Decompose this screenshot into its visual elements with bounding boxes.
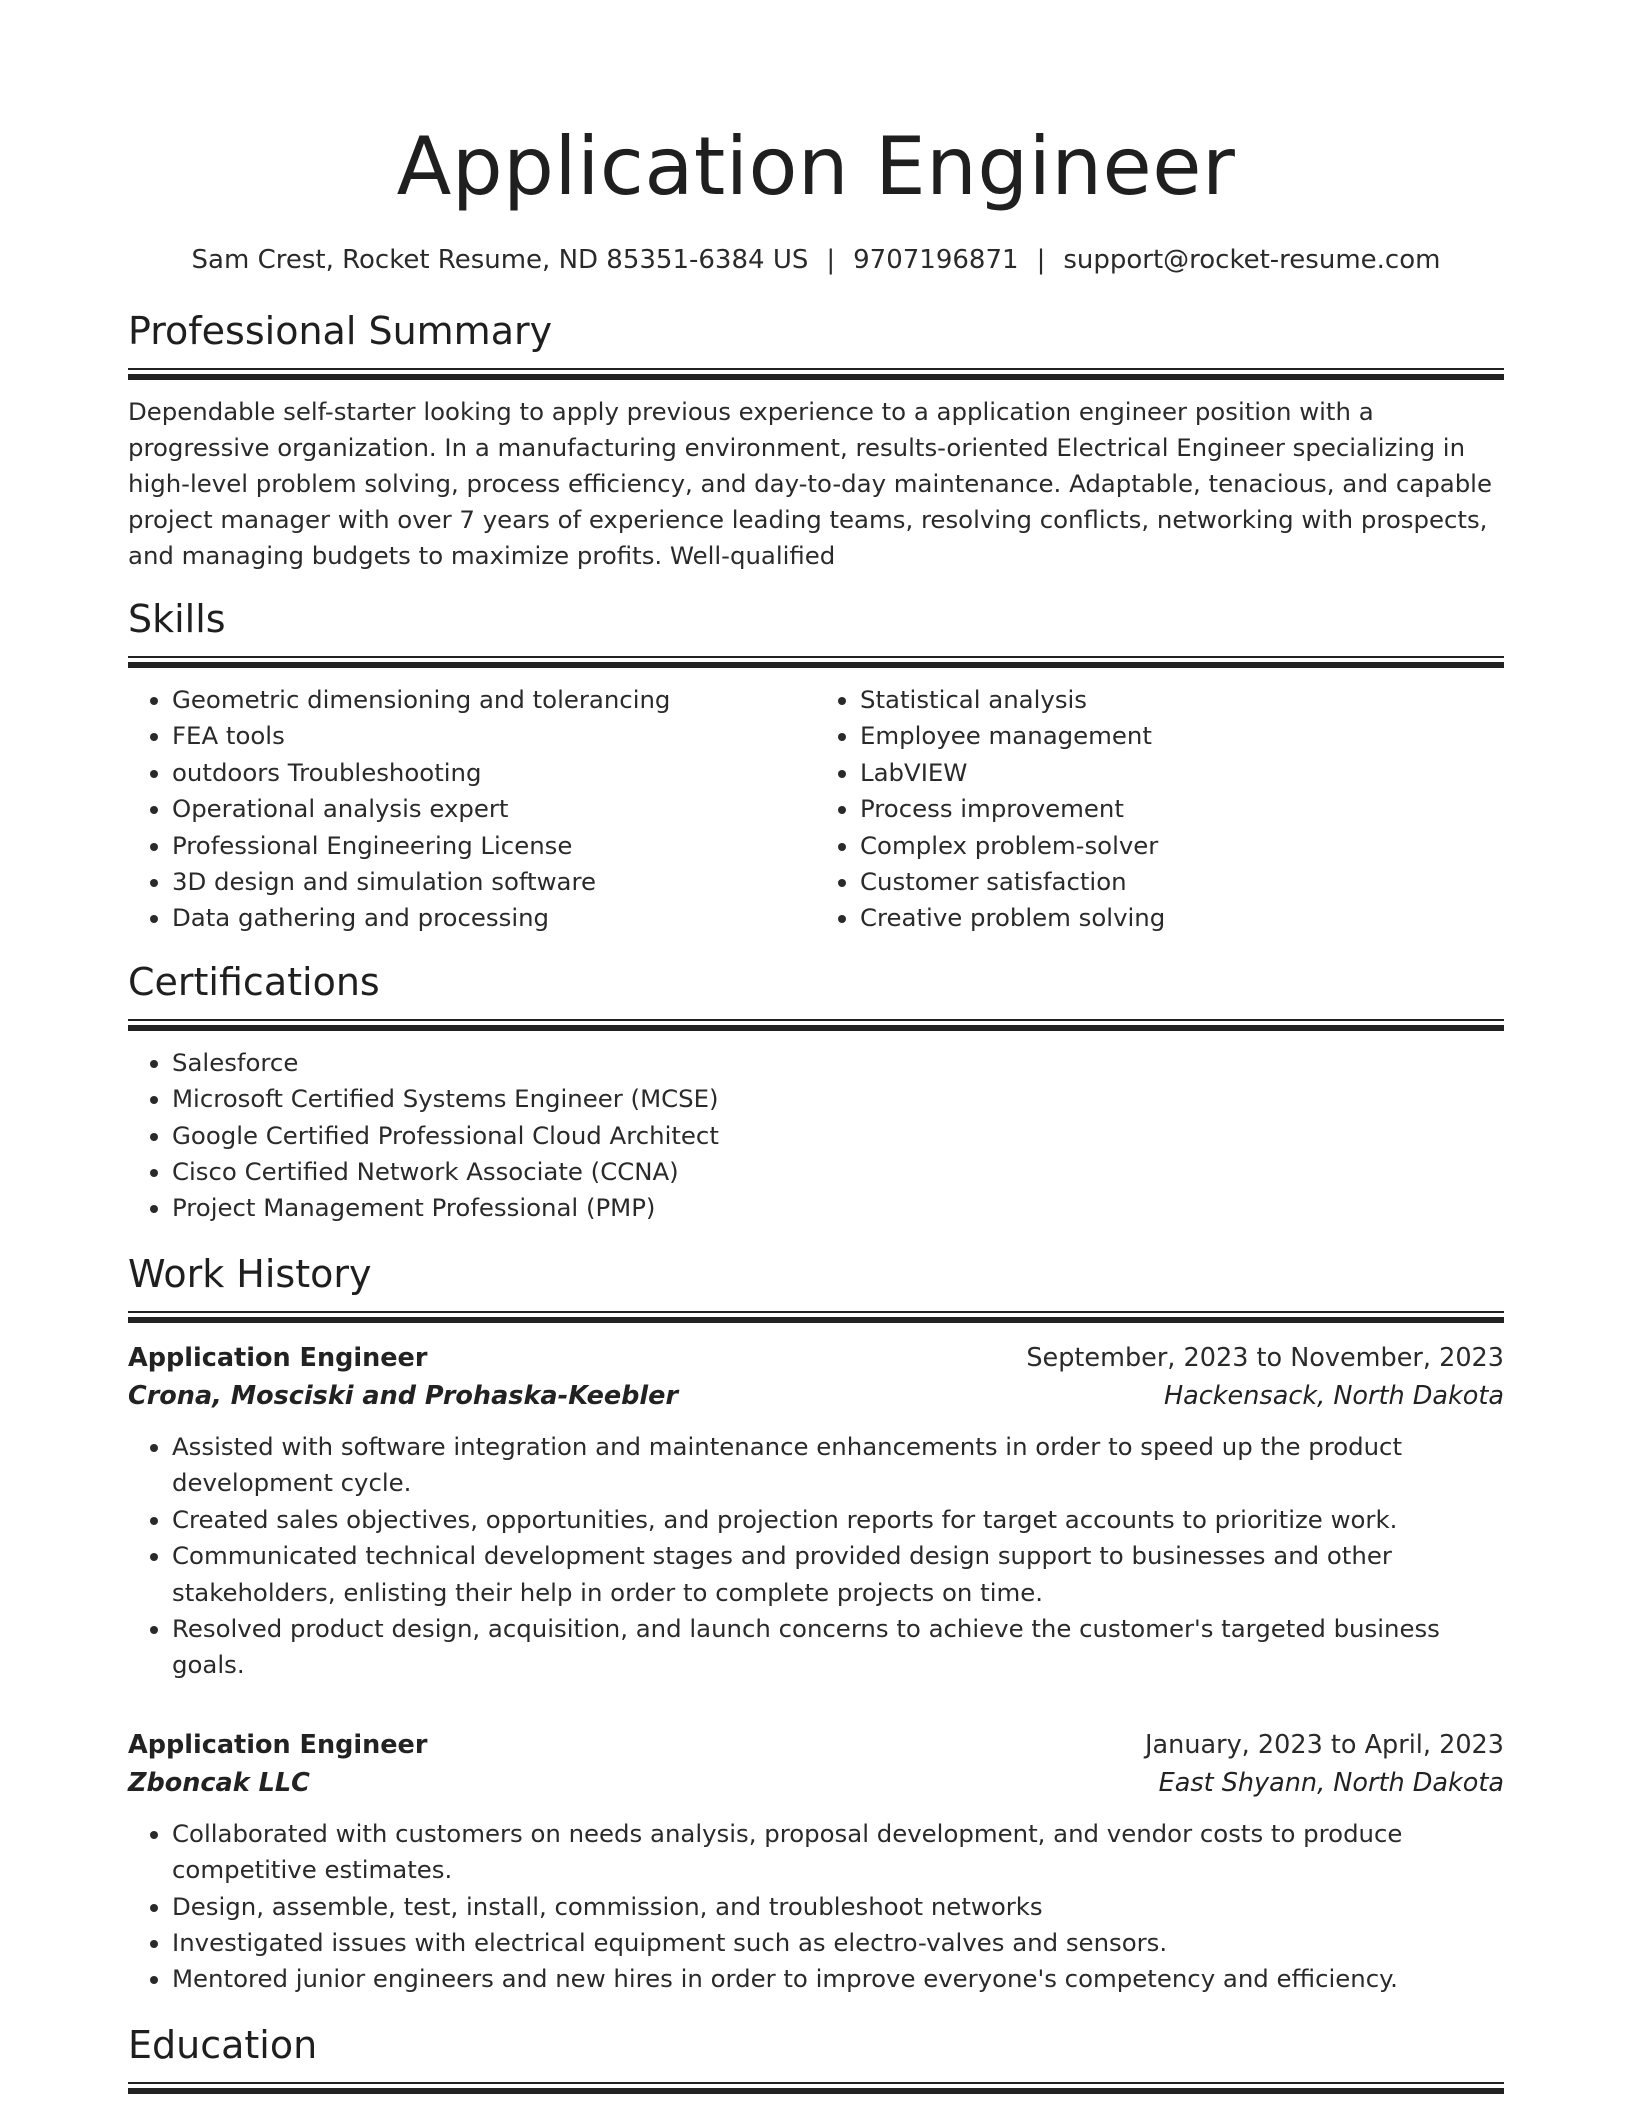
education-section (128, 2020, 1504, 2094)
job-bullet: • Created sales objectives, opportunities, and projection reports for target accounts to prioritize work. (172, 1502, 1504, 1538)
job-bullet: • Assisted with software integration and maintenance enhancements in order to speed up the product development cycle. (172, 1429, 1504, 1502)
skill-item: • Statistical analysis (860, 682, 1504, 718)
skill-item: • Data gathering and processing (172, 900, 816, 936)
skill-item: • Complex problem-solver (860, 828, 1504, 864)
skill-item: • FEA tools (172, 718, 816, 754)
job-company-row (128, 1764, 1504, 1802)
summary-section (128, 306, 1504, 574)
certification-item: • Project Management Professional (PMP) (172, 1190, 1504, 1226)
contact-separator: | (826, 245, 836, 275)
job-bullet: • Investigated issues with electrical equipment such as electro-valves and sensors. (172, 1925, 1504, 1961)
skills-heading: Skills (128, 597, 226, 641)
job-company: Zboncak LLC (128, 1767, 310, 1798)
job-entry (128, 1726, 1504, 1998)
certification-item: • Cisco Certified Network Associate (CCNA) (172, 1154, 1504, 1190)
skill-item: • Employee management (860, 718, 1504, 754)
work-history-heading: Work History (128, 1251, 372, 1296)
contact-phone: 9707196871 (853, 245, 1019, 275)
job-bullets (128, 1816, 1504, 1998)
skill-item: • Geometric dimensioning and tolerancing (172, 682, 816, 718)
job-dates: January, 2023 to April, 2023 (1145, 1729, 1504, 1760)
skill-item: • outdoors Troubleshooting (172, 755, 816, 791)
resume-title: Application Engineer (396, 120, 1236, 213)
section-divider (128, 368, 1504, 380)
job-bullet: • Collaborated with customers on needs analysis, proposal development, and vendor costs to produce competitive estimates. (172, 1816, 1504, 1889)
skills-list-left (128, 682, 816, 937)
skill-item: • LabVIEW (860, 755, 1504, 791)
job-bullet: • Design, assemble, test, install, commission, and troubleshoot networks (172, 1889, 1504, 1925)
contact-line (128, 242, 1504, 278)
skill-item: • Creative problem solving (860, 900, 1504, 936)
skills-columns (128, 682, 1504, 937)
section-divider (128, 1311, 1504, 1323)
resume-page (128, 112, 1504, 2094)
skill-item: • Process improvement (860, 791, 1504, 827)
job-title: Application Engineer (128, 1729, 428, 1760)
contact-address: Sam Crest, Rocket Resume, ND 85351-6384 US (191, 245, 809, 275)
summary-text: Dependable self-starter looking to apply previous experience to a application engineer position with a progressive organization. In a manufacturing environment, results-oriented Electrical Engineer specializing in high-level problem solving, process efficiency, and day-to-day maintenance. Adaptable, tenacious, and capable project manager with over 7 years of experience leading teams, resolving conflicts, networking with prospects, and managing budgets to maximize profits. Well-qualified (128, 397, 1492, 570)
job-bullet: • Resolved product design, acquisition, and launch concerns to achieve the customer's targeted business goals. (172, 1611, 1504, 1684)
job-title: Application Engineer (128, 1342, 428, 1373)
job-bullet: • Communicated technical development stages and provided design support to businesses and other stakeholders, enlisting their help in order to complete projects on time. (172, 1538, 1504, 1611)
job-company: Crona, Mosciski and Prohaska-Keebler (128, 1380, 679, 1411)
summary-heading: Professional Summary (128, 309, 553, 353)
job-bullet: • Mentored junior engineers and new hires in order to improve everyone's competency and efficiency. (172, 1961, 1504, 1997)
job-dates: September, 2023 to November, 2023 (1026, 1342, 1504, 1373)
work-history-section (128, 1249, 1504, 1998)
job-header-row (128, 1726, 1504, 1764)
skill-item: • Professional Engineering License (172, 828, 816, 864)
contact-separator: | (1036, 245, 1046, 275)
section-divider (128, 2082, 1504, 2094)
section-divider (128, 656, 1504, 668)
contact-email[interactable]: support@rocket-resume.com (1063, 245, 1441, 275)
section-divider (128, 1019, 1504, 1031)
skill-item: • 3D design and simulation software (172, 864, 816, 900)
skill-item: • Customer satisfaction (860, 864, 1504, 900)
certification-item: • Google Certified Professional Cloud Architect (172, 1118, 1504, 1154)
job-location: East Shyann, North Dakota (1158, 1767, 1504, 1798)
skill-item: • Operational analysis expert (172, 791, 816, 827)
certification-item: • Microsoft Certified Systems Engineer (MCSE) (172, 1081, 1504, 1117)
job-location: Hackensack, North Dakota (1163, 1380, 1504, 1411)
job-header-row (128, 1339, 1504, 1377)
job-bullets (128, 1429, 1504, 1684)
skills-section (128, 594, 1504, 937)
skills-list-right (816, 682, 1504, 937)
certifications-heading: Certifications (128, 959, 380, 1004)
certifications-section (128, 957, 1504, 1227)
job-company-row (128, 1377, 1504, 1415)
certification-item: • Salesforce (172, 1045, 1504, 1081)
job-entry (128, 1339, 1504, 1684)
certifications-list (128, 1045, 1504, 1227)
education-heading: Education (128, 2022, 318, 2067)
